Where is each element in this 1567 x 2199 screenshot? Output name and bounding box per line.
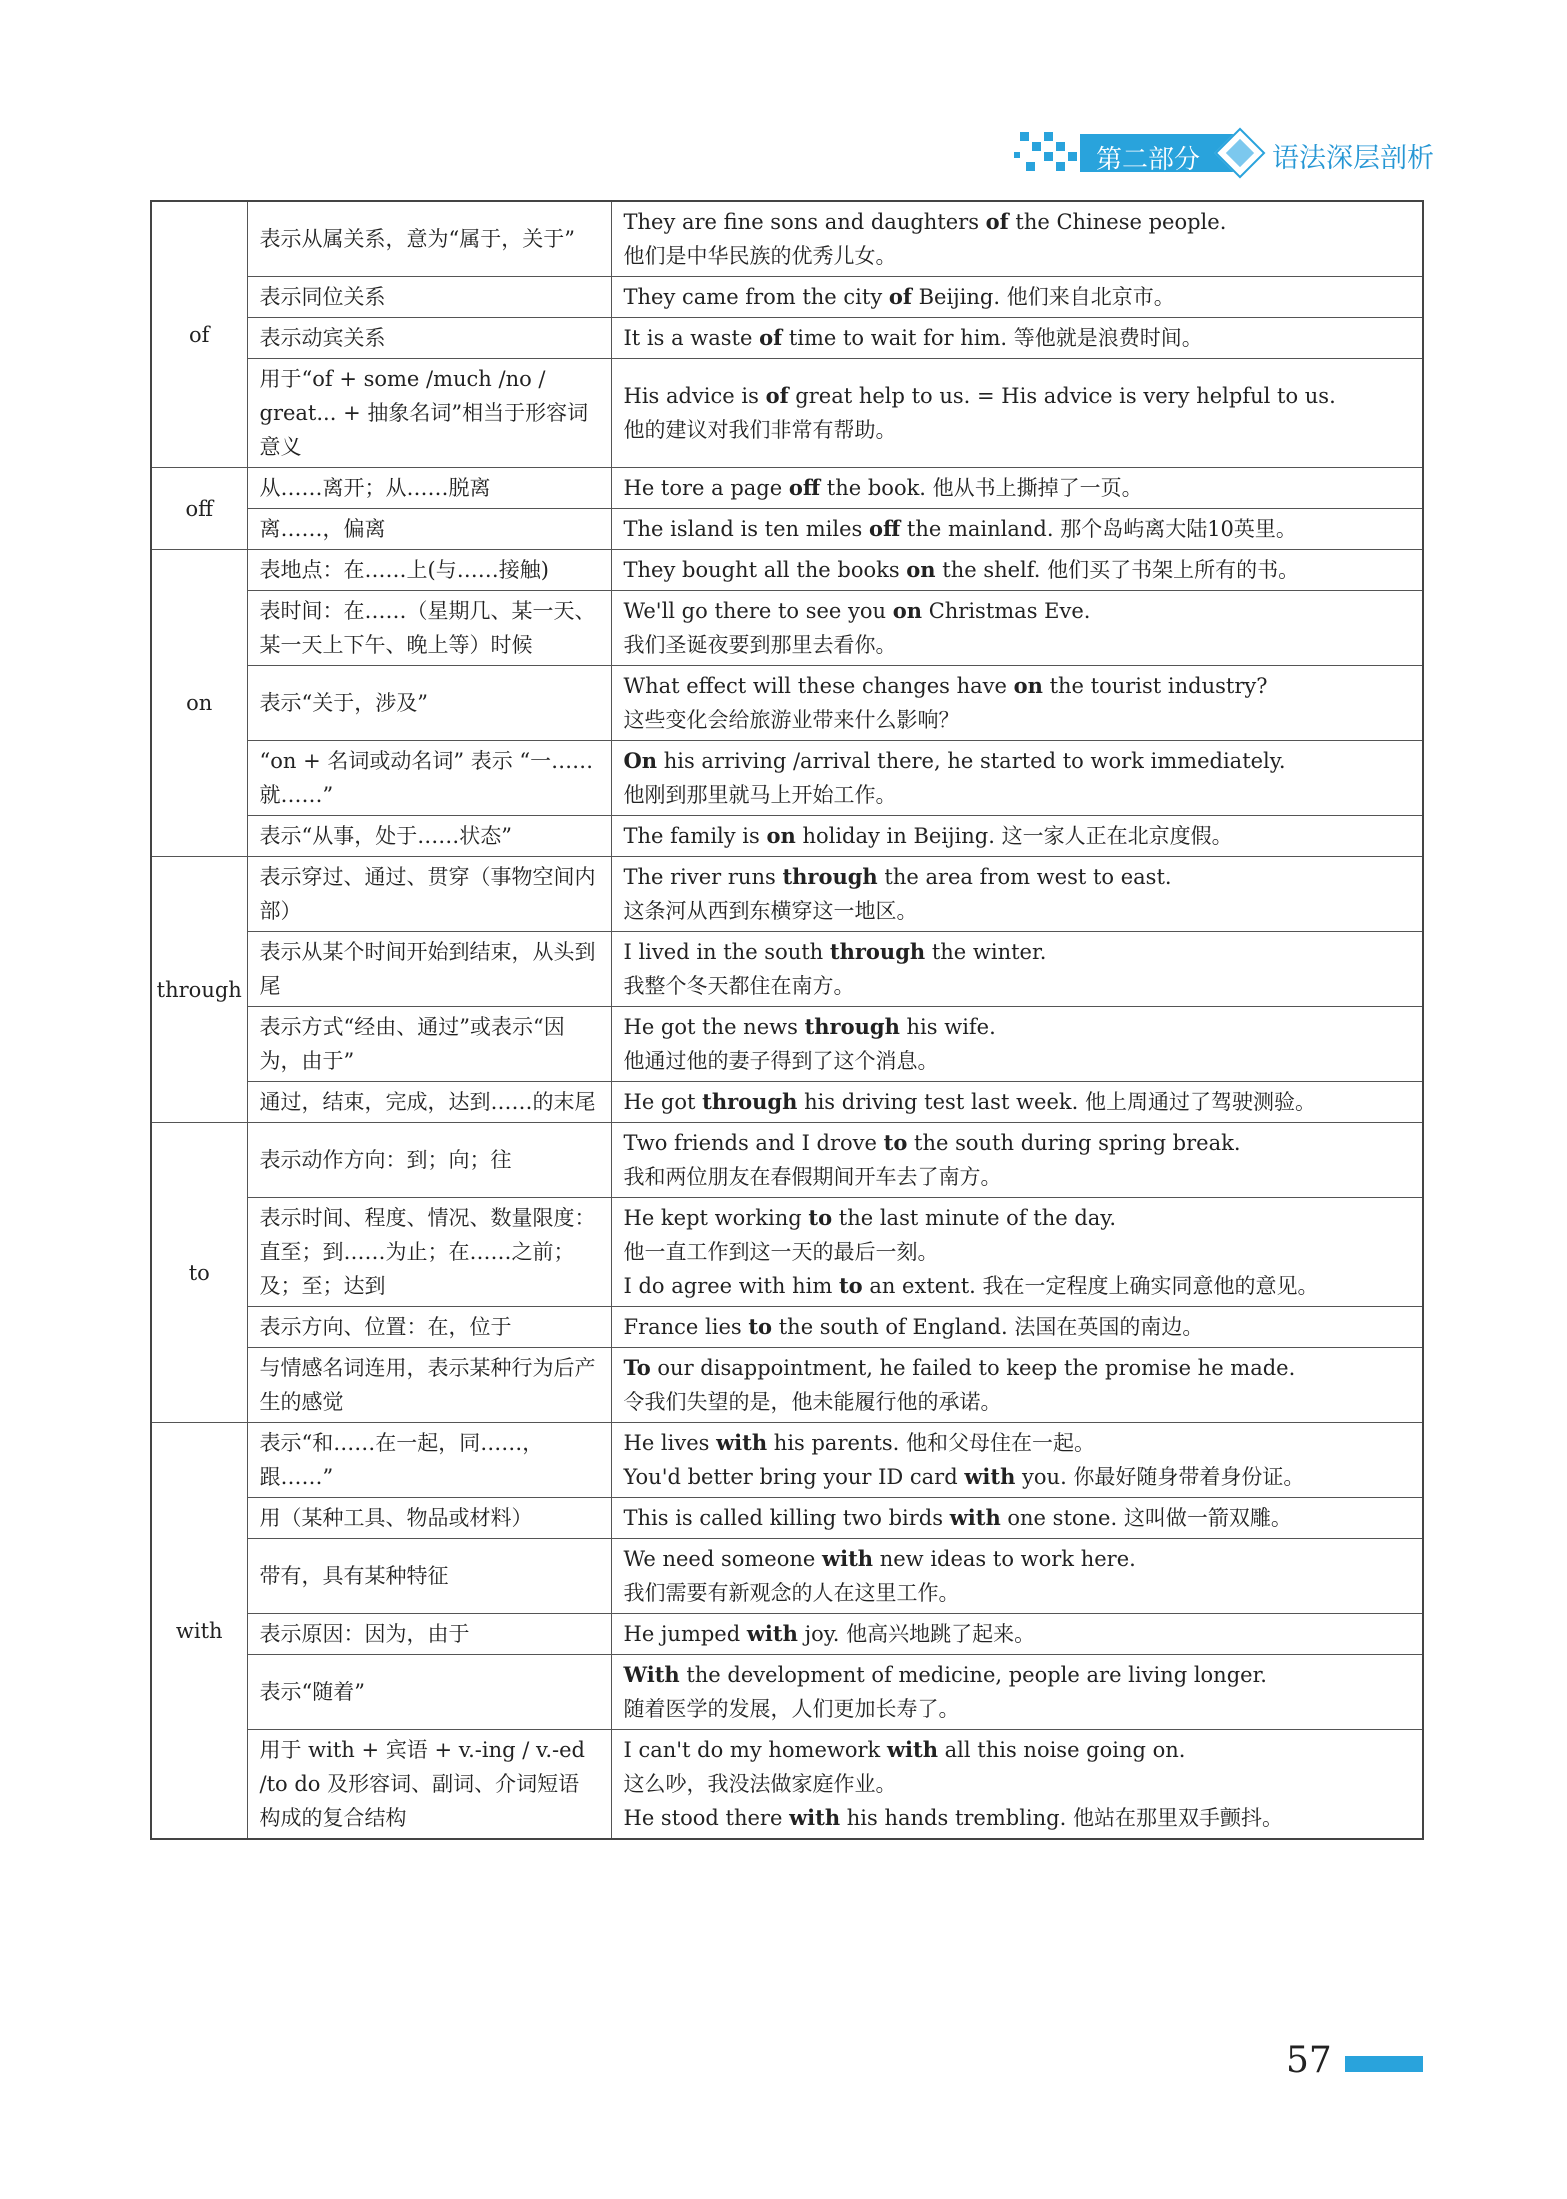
example-line: He got the news through his wife. [623,1014,996,1039]
usage-cell: 与情感名词连用，表示某种行为后产生的感觉 [247,1348,611,1423]
usage-cell: 用（某种工具、物品或材料） [247,1498,611,1539]
table-row [151,1655,1423,1730]
usage-cell: 表示同位关系 [247,277,611,318]
example-line: I do agree with him to an extent. 我在一定程度上确实同意他的意见。 [623,1273,1319,1298]
table-row [151,741,1423,816]
table-row [151,1198,1423,1307]
example-cell [611,591,1423,666]
table-row [151,201,1423,277]
example-cell [611,318,1423,359]
example-line: 我们圣诞夜要到那里去看你。 [623,633,897,657]
table-row [151,857,1423,932]
usage-cell: 用于 with + 宾语 + v.-ing / v.-ed /to do 及形容词、副词、介词短语构成的复合结构 [247,1730,611,1840]
usage-cell: 通过，结束，完成，达到……的末尾 [247,1082,611,1123]
table-row [151,1423,1423,1498]
table-row [151,550,1423,591]
page-number: 57 [1286,2040,1332,2081]
example-line: He got through his driving test last week. 他上周通过了驾驶测验。 [623,1089,1316,1114]
table-row [151,1123,1423,1198]
example-line: Two friends and I drove to the south during spring break. [623,1130,1241,1155]
usage-cell: 用于“of + some /much /no / great... + 抽象名词”相当于形容词意义 [247,359,611,468]
example-line: On his arriving /arrival there, he started to work immediately. [623,748,1286,773]
example-line: They came from the city of Beijing. 他们来自北京市。 [623,284,1175,309]
example-line: 令我们失望的是，他未能履行他的承诺。 [623,1390,1002,1414]
part-label: 第二部分 [1096,145,1201,175]
example-cell [611,550,1423,591]
example-cell [611,1082,1423,1123]
preposition-cell: through [151,857,247,1123]
table-row [151,932,1423,1007]
example-cell [611,1198,1423,1307]
example-line: He stood there with his hands trembling. 他站在那里双手颤抖。 [623,1805,1283,1830]
usage-cell: 表示时间、程度、情况、数量限度：直至；到……为止；在……之前；及；至；达到 [247,1198,611,1307]
usage-cell: 表示从某个时间开始到结束，从头到尾 [247,932,611,1007]
usage-cell: 离……，偏离 [247,509,611,550]
example-line: What effect will these changes have on the tourist industry? [623,673,1268,698]
example-line: The river runs through the area from west to east. [623,864,1172,889]
page-number-bar [1345,2056,1423,2072]
usage-cell: 表时间：在……（星期几、某一天、某一天上下午、晚上等）时候 [247,591,611,666]
example-line: They are fine sons and daughters of the Chinese people. [623,209,1227,234]
example-cell [611,509,1423,550]
example-line: You'd better bring your ID card with you. 你最好随身带着身份证。 [623,1464,1305,1489]
table-row [151,1730,1423,1840]
example-cell [611,1498,1423,1539]
table-row [151,1498,1423,1539]
usage-cell: 表示动宾关系 [247,318,611,359]
example-line: We need someone with new ideas to work here. [623,1546,1136,1571]
example-line: 我和两位朋友在春假期间开车去了南方。 [623,1165,1002,1189]
example-cell [611,277,1423,318]
table-row [151,468,1423,509]
usage-cell: 表示原因：因为，由于 [247,1614,611,1655]
example-cell [611,816,1423,857]
table-row [151,318,1423,359]
example-cell [611,1123,1423,1198]
example-line: He lives with his parents. 他和父母住在一起。 [623,1430,1096,1455]
usage-cell: 表示穿过、通过、贯穿（事物空间内部） [247,857,611,932]
usage-cell: 表示从属关系，意为“属于，关于” [247,201,611,277]
usage-cell: 表示动作方向：到；向；往 [247,1123,611,1198]
example-line: To our disappointment, he failed to keep the promise he made. [623,1355,1296,1380]
table-row [151,509,1423,550]
example-line: I can't do my homework with all this noise going on. [623,1737,1186,1762]
example-line: 这些变化会给旅游业带来什么影响？ [623,708,960,732]
example-line: 他的建议对我们非常有帮助。 [623,418,897,442]
table-row [151,1348,1423,1423]
example-cell [611,1348,1423,1423]
example-line: 我们需要有新观念的人在这里工作。 [623,1581,960,1605]
example-cell [611,1655,1423,1730]
preposition-table [150,200,1424,1840]
example-cell [611,1307,1423,1348]
example-line: 这条河从西到东横穿这一地区。 [623,899,918,923]
page-header [1010,128,1450,178]
example-line: 他通过他的妻子得到了这个消息。 [623,1049,939,1073]
usage-cell: 表示“随着” [247,1655,611,1730]
example-line: He jumped with joy. 他高兴地跳了起来。 [623,1621,1036,1646]
example-line: They bought all the books on the shelf. 他们买了书架上所有的书。 [623,557,1300,582]
example-cell [611,932,1423,1007]
example-cell [611,1423,1423,1498]
preposition-cell: with [151,1423,247,1840]
usage-cell: 表示方向、位置：在，位于 [247,1307,611,1348]
usage-cell: 表示“和……在一起，同……，跟……” [247,1423,611,1498]
preposition-cell: to [151,1123,247,1423]
usage-cell: 表示“关于，涉及” [247,666,611,741]
example-cell [611,1614,1423,1655]
example-line: The family is on holiday in Beijing. 这一家人正在北京度假。 [623,823,1233,848]
pixel-logo-icon [1010,128,1082,178]
preposition-cell: of [151,201,247,468]
example-line: 我整个冬天都住在南方。 [623,974,855,998]
table-row [151,1307,1423,1348]
example-line: The island is ten miles off the mainland. 那个岛屿离大陆10英里。 [623,516,1297,541]
table-row [151,277,1423,318]
usage-cell: 表地点：在……上(与……接触) [247,550,611,591]
example-line: With the development of medicine, people are living longer. [623,1662,1267,1687]
example-line: He kept working to the last minute of the day. [623,1205,1117,1230]
usage-cell: “on + 名词或动名词” 表示 “一……就……” [247,741,611,816]
preposition-cell: on [151,550,247,857]
table-row [151,816,1423,857]
usage-cell: 从……离开；从……脱离 [247,468,611,509]
example-line: This is called killing two birds with one stone. 这叫做一箭双雕。 [623,1505,1292,1530]
example-cell [611,1730,1423,1840]
example-line: 随着医学的发展，人们更加长寿了。 [623,1697,960,1721]
example-line: 这么吵，我没法做家庭作业。 [623,1772,897,1796]
table-row [151,1082,1423,1123]
example-line: France lies to the south of England. 法国在英国的南边。 [623,1314,1204,1339]
usage-cell: 带有，具有某种特征 [247,1539,611,1614]
example-cell [611,468,1423,509]
table-row [151,1007,1423,1082]
example-cell [611,1539,1423,1614]
example-line: His advice is of great help to us. = His advice is very helpful to us. [623,383,1336,408]
table-row [151,591,1423,666]
example-line: I lived in the south through the winter. [623,939,1047,964]
example-line: 他一直工作到这一天的最后一刻。 [623,1240,939,1264]
example-cell [611,201,1423,277]
table-row [151,1614,1423,1655]
example-line: 他刚到那里就马上开始工作。 [623,783,897,807]
example-cell [611,1007,1423,1082]
preposition-cell: off [151,468,247,550]
example-cell [611,666,1423,741]
usage-cell: 表示“从事，处于……状态” [247,816,611,857]
example-cell [611,857,1423,932]
section-title: 语法深层剖析 [1272,143,1434,174]
example-cell [611,741,1423,816]
table-row [151,1539,1423,1614]
table-row [151,666,1423,741]
usage-cell: 表示方式“经由、通过”或表示“因为，由于” [247,1007,611,1082]
example-line: We'll go there to see you on Christmas Eve. [623,598,1091,623]
example-line: 他们是中华民族的优秀儿女。 [623,244,897,268]
example-cell [611,359,1423,468]
example-line: He tore a page off the book. 他从书上撕掉了一页。 [623,475,1143,500]
example-line: It is a waste of time to wait for him. 等他就是浪费时间。 [623,325,1203,350]
table-row [151,359,1423,468]
